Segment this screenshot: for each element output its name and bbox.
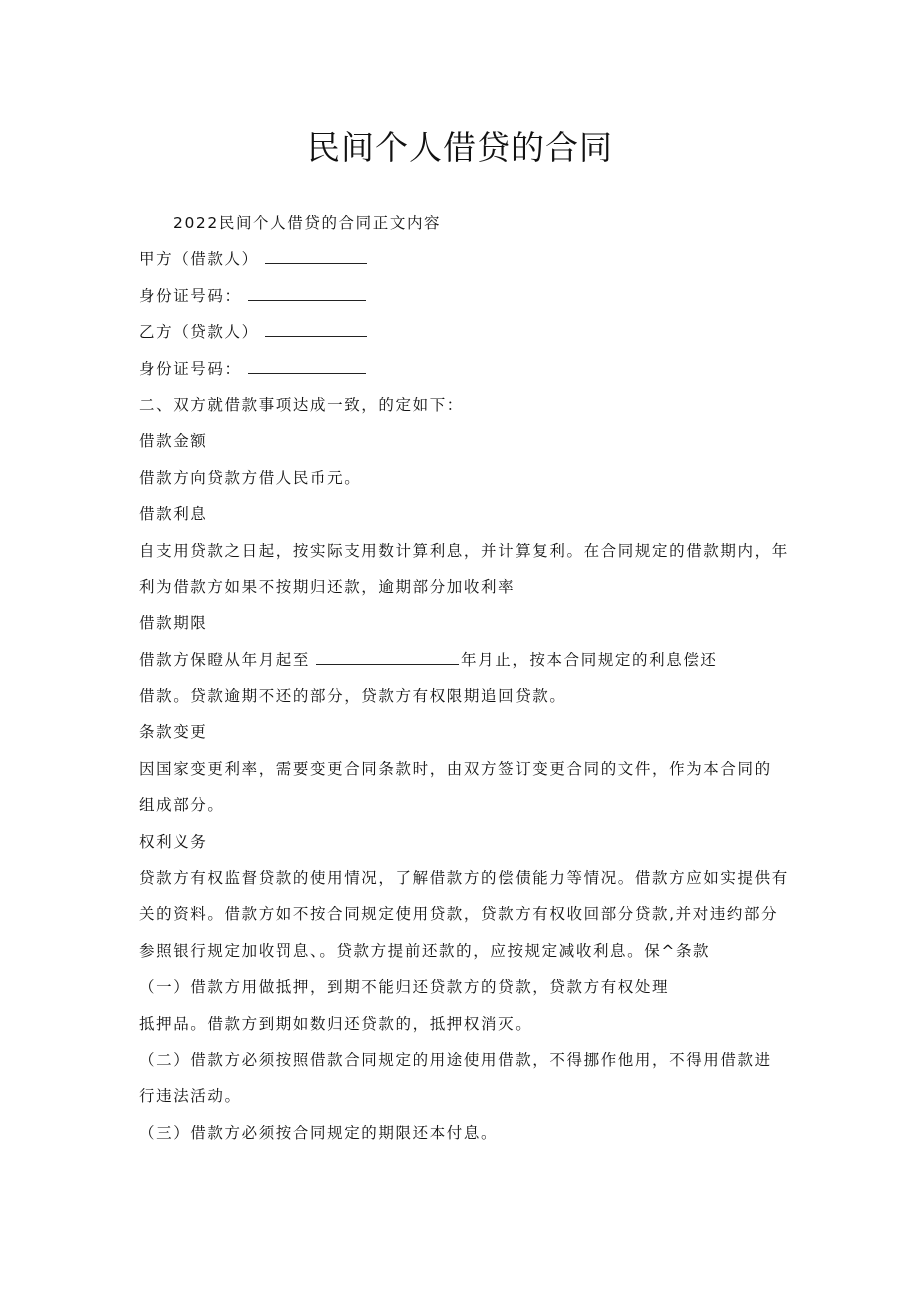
change-text-1: 因国家变更利率，需要变更合同条款时，由双方签订变更合同的文件，作为本合同的 [139, 759, 772, 778]
id-number-line-b [139, 351, 789, 387]
party-a-label: 甲方（借款人） [139, 250, 259, 269]
rights-text-1: 贷款方有权监督贷款的使用情况，了解借款方的偿债能力等情况。借款方应如实提供有 [139, 869, 789, 888]
document-body [139, 205, 789, 1151]
section-heading-rights: 权利义务 [139, 832, 208, 851]
agreement-line: 二、双方就借款事项达成一致，的定如下： [139, 395, 464, 414]
clause-one-2: 抵押品。借款方到期如数归还贷款的，抵押权消灭。 [139, 1014, 533, 1033]
clause-two-1: （二）借款方必须按照借款合同规定的用途使用借款，不得挪作他用，不得用借款进 [139, 1050, 772, 1069]
clause-one-1: （一）借款方用做抵押，到期不能归还贷款方的贷款，贷款方有权处理 [139, 978, 670, 997]
term-blank [316, 646, 459, 665]
id-number-blank-a [248, 282, 366, 301]
party-b-blank [265, 318, 367, 337]
id-number-line-a [139, 278, 789, 314]
change-text-2: 组成部分。 [139, 796, 225, 815]
section-heading-interest: 借款利息 [139, 505, 208, 524]
document-title: 民间个人借贷的合同 [307, 128, 613, 167]
amount-text: 借款方向贷款方借人民币元。 [139, 468, 362, 487]
rights-text-2: 关的资料。借款方如不按合同规定使用贷款，贷款方有权收回部分贷款,并对违约部分 [139, 905, 779, 924]
interest-text-2: 利为借款方如果不按期归还款，逾期部分加收利率 [139, 577, 516, 596]
section-heading-term: 借款期限 [139, 614, 208, 633]
section-heading-amount: 借款金额 [139, 432, 208, 451]
id-number-label-b: 身份证号码： [139, 359, 242, 378]
party-b-line [139, 314, 789, 350]
party-b-label: 乙方（贷款人） [139, 323, 259, 342]
section-heading-change: 条款变更 [139, 723, 208, 742]
rights-text-3: 参照银行规定加收罚息、。贷款方提前还款的，应按规定减收利息。保^条款 [139, 941, 711, 960]
term-text-1 [139, 642, 789, 678]
party-a-blank [265, 245, 367, 264]
clause-two-2: 行违法活动。 [139, 1087, 242, 1106]
id-number-label-a: 身份证号码： [139, 286, 242, 305]
party-a-line [139, 241, 789, 277]
term-text-2: 借款。贷款逾期不还的部分，贷款方有权限期追回贷款。 [139, 687, 567, 706]
term-text-start: 借款方保瞪从年月起至 [139, 650, 311, 669]
term-text-end: 年月止，按本合同规定的利息偿还 [461, 650, 718, 669]
clause-three: （三）借款方必须按合同规定的期限还本付息。 [139, 1123, 499, 1142]
interest-text-1: 自支用贷款之日起，按实际支用数计算利息，并计算复利。在合同规定的借款期内，年 [139, 541, 789, 560]
id-number-blank-b [248, 355, 366, 374]
intro-line: 2022民间个人借贷的合同正文内容 [173, 214, 442, 232]
